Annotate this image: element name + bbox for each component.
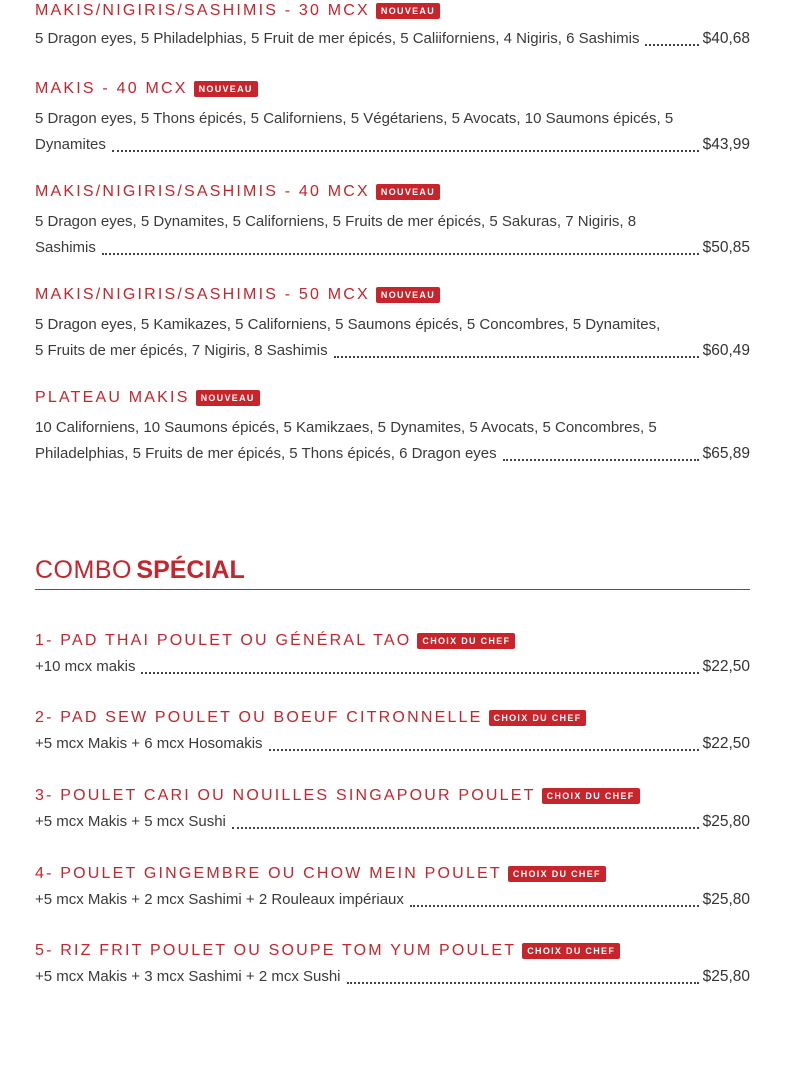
nouveau-badge: NOUVEAU <box>376 184 440 200</box>
nouveau-badge: NOUVEAU <box>196 390 260 406</box>
menu-item <box>35 2 750 52</box>
item-price: $50,85 <box>702 239 750 256</box>
item-description-cont: Sashimis <box>35 239 96 256</box>
item-description: +5 mcx Makis + 6 mcx Hosomakis <box>35 735 263 752</box>
combo-item <box>35 632 750 680</box>
nouveau-badge: NOUVEAU <box>376 287 440 303</box>
nouveau-badge: NOUVEAU <box>376 3 440 19</box>
item-title: MAKIS/NIGIRIS/SASHIMIS - 50 MCX <box>35 286 370 303</box>
item-title: 2- PAD SEW POULET OU BOEUF CITRONNELLE <box>35 709 483 726</box>
chef-choice-badge: CHOIX DU CHEF <box>508 866 606 882</box>
dot-leader <box>503 459 699 461</box>
dot-leader <box>269 749 699 751</box>
item-price: $40,68 <box>702 30 750 47</box>
section-heading-bold: SPÉCIAL <box>136 556 245 584</box>
item-description: 5 Dragon eyes, 5 Thons épicés, 5 Californiens, 5 Végétariens, 5 Avocats, 10 Saumons épicés, 5 <box>35 110 674 127</box>
item-title: MAKIS/NIGIRIS/SASHIMIS - 40 MCX <box>35 183 370 200</box>
item-description: +5 mcx Makis + 5 mcx Sushi <box>35 813 226 830</box>
item-title: 5- RIZ FRIT POULET OU SOUPE TOM YUM POULET <box>35 942 517 959</box>
dot-leader <box>102 253 699 255</box>
item-description: 10 Californiens, 10 Saumons épicés, 5 Kamikzaes, 5 Dynamites, 5 Avocats, 5 Concombres, 5 <box>35 419 657 436</box>
menu-item <box>35 286 750 364</box>
item-title: MAKIS/NIGIRIS/SASHIMIS - 30 MCX <box>35 2 370 19</box>
section-heading-combo-special <box>35 556 750 590</box>
item-title: PLATEAU MAKIS <box>35 389 190 406</box>
dot-leader <box>645 44 698 46</box>
chef-choice-badge: CHOIX DU CHEF <box>542 788 640 804</box>
section-heading-light: COMBO <box>35 556 132 584</box>
nouveau-badge: NOUVEAU <box>194 81 258 97</box>
item-title: 3- POULET CARI OU NOUILLES SINGAPOUR POULET <box>35 787 536 804</box>
dot-leader <box>112 150 699 152</box>
combo-item <box>35 942 750 990</box>
chef-choice-badge: CHOIX DU CHEF <box>522 943 620 959</box>
item-description: +5 mcx Makis + 2 mcx Sashimi + 2 Rouleaux impériaux <box>35 891 404 908</box>
item-description: +10 mcx makis <box>35 658 136 675</box>
item-title: 4- POULET GINGEMBRE OU CHOW MEIN POULET <box>35 865 502 882</box>
item-price: $60,49 <box>702 342 750 359</box>
combo-item <box>35 865 750 913</box>
dot-leader <box>232 827 699 829</box>
menu-item <box>35 389 750 467</box>
item-description: 5 Dragon eyes, 5 Philadelphias, 5 Fruit de mer épicés, 5 Caliiforniens, 4 Nigiris, 6 Sashimis <box>35 30 640 47</box>
item-description: 5 Dragon eyes, 5 Dynamites, 5 Californiens, 5 Fruits de mer épicés, 5 Sakuras, 7 Nigiris, 8 <box>35 213 637 230</box>
item-price: $22,50 <box>702 658 750 675</box>
item-description: +5 mcx Makis + 3 mcx Sashimi + 2 mcx Sushi <box>35 968 341 985</box>
item-description: 5 Dragon eyes, 5 Kamikazes, 5 Californiens, 5 Saumons épicés, 5 Concombres, 5 Dynamites, <box>35 316 661 333</box>
combo-item <box>35 787 750 835</box>
menu-item <box>35 183 750 261</box>
item-title: 1- PAD THAI POULET OU GÉNÉRAL TAO <box>35 632 412 649</box>
item-description-cont: Dynamites <box>35 136 106 153</box>
menu-item <box>35 80 750 158</box>
item-description-cont: 5 Fruits de mer épicés, 7 Nigiris, 8 Sashimis <box>35 342 328 359</box>
combo-item <box>35 709 750 757</box>
chef-choice-badge: CHOIX DU CHEF <box>417 633 515 649</box>
dot-leader <box>141 672 698 674</box>
dot-leader <box>347 982 699 984</box>
item-title: MAKIS - 40 MCX <box>35 80 188 97</box>
dot-leader <box>334 356 699 358</box>
item-price: $25,80 <box>702 813 750 830</box>
item-price: $25,80 <box>702 891 750 908</box>
item-price: $65,89 <box>702 445 750 462</box>
item-price: $22,50 <box>702 735 750 752</box>
dot-leader <box>410 905 699 907</box>
item-price: $43,99 <box>702 136 750 153</box>
item-description-cont: Philadelphias, 5 Fruits de mer épicés, 5 Thons épicés, 6 Dragon eyes <box>35 445 497 462</box>
item-price: $25,80 <box>702 968 750 985</box>
chef-choice-badge: CHOIX DU CHEF <box>489 710 587 726</box>
